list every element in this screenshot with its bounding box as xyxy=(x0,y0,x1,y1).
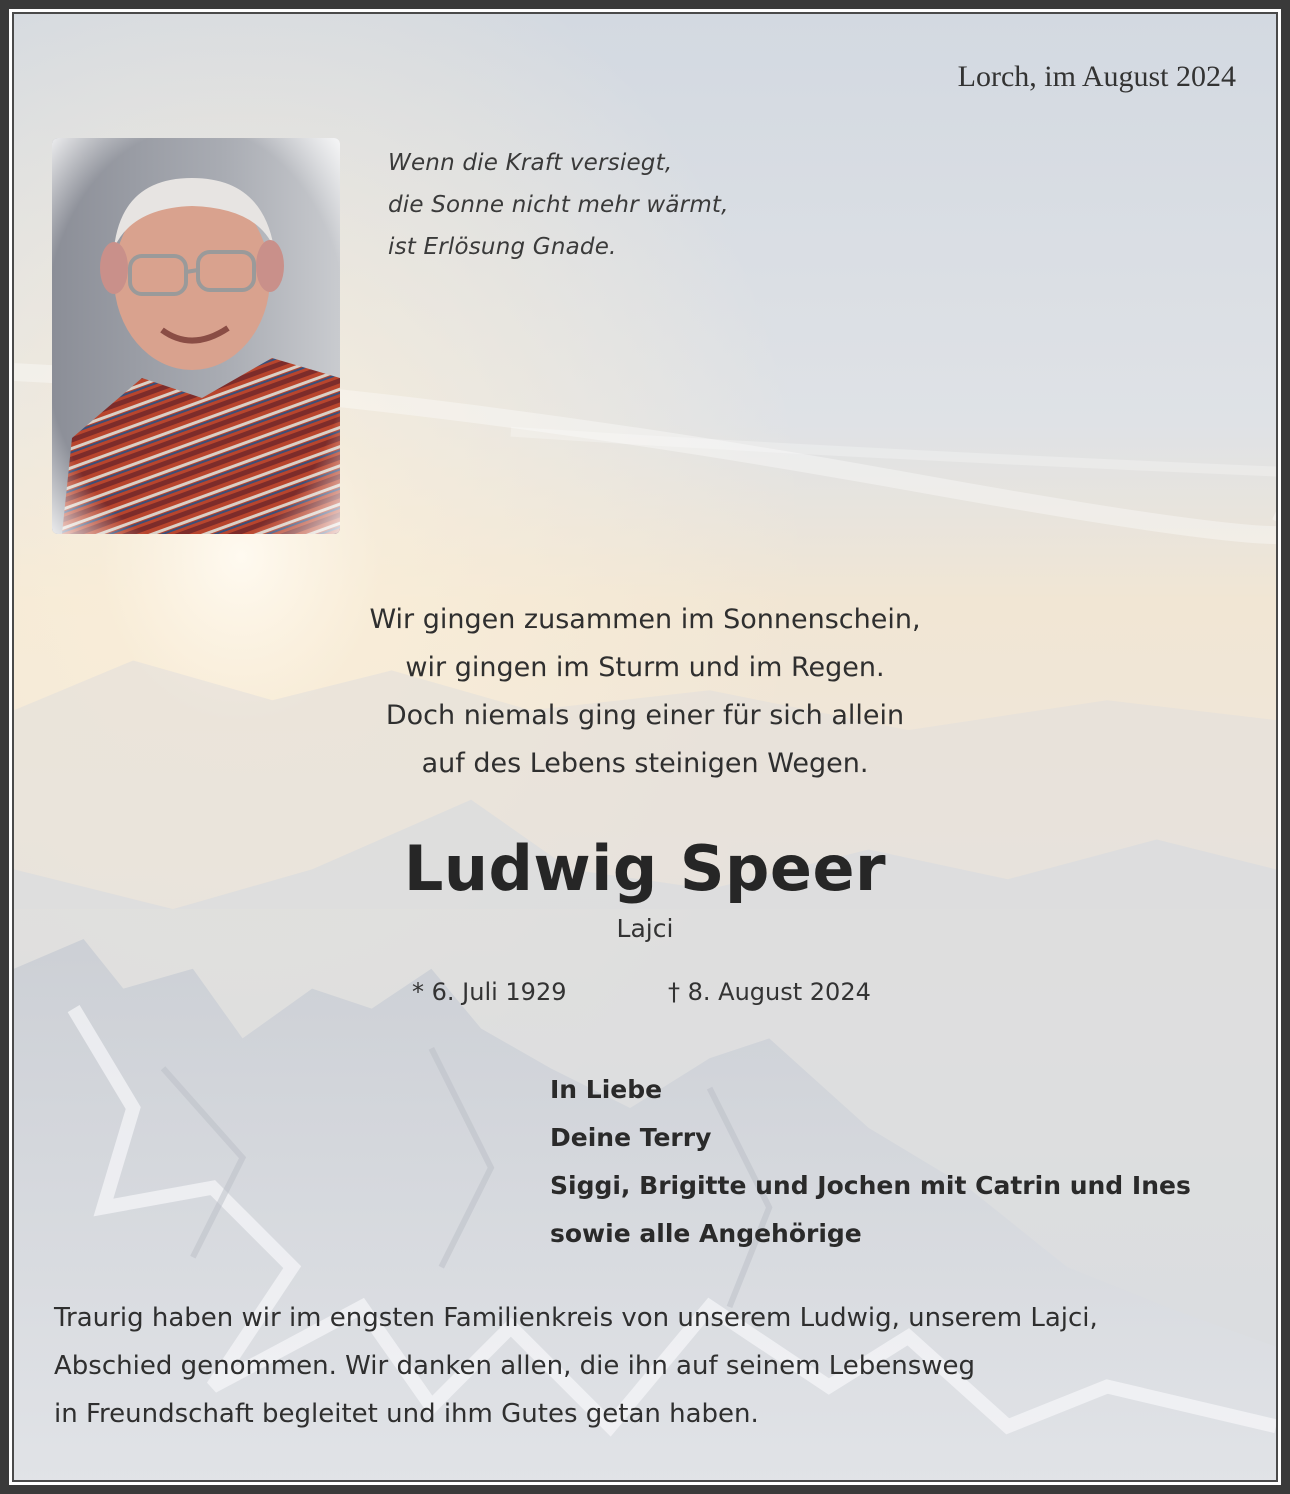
poem xyxy=(14,596,1276,788)
poem-line: auf des Lebens steinigen Wegen. xyxy=(421,748,869,779)
quote-line: Wenn die Kraft versiegt, xyxy=(388,150,673,176)
birth-date: * 6. Juli 1929 xyxy=(412,978,567,1006)
closing-line: Traurig haben wir im engsten Familienkreis von unserem Ludwig, unserem Lajci, xyxy=(54,1303,1098,1333)
quote-line: die Sonne nicht mehr wärmt, xyxy=(388,192,729,218)
deceased-name: Ludwig Speer xyxy=(403,832,887,905)
place-and-date: Lorch, im August 2024 xyxy=(957,60,1236,93)
poem-line: wir gingen im Sturm und im Regen. xyxy=(405,652,885,683)
signer-line: Deine Terry xyxy=(550,1123,712,1152)
obituary-frame xyxy=(12,12,1278,1482)
death-date: † 8. August 2024 xyxy=(668,978,871,1006)
deceased-nickname: Lajci xyxy=(616,914,674,943)
poem-line: Doch niemals ging einer für sich allein xyxy=(385,700,905,731)
signer-line: Siggi, Brigitte und Jochen mit Catrin und Ines xyxy=(550,1171,1191,1200)
closing-text xyxy=(54,1294,1098,1438)
signers xyxy=(550,1066,1191,1258)
closing-line: Abschied genommen. Wir danken allen, die ihn auf seinem Lebensweg xyxy=(54,1351,976,1381)
signer-line: In Liebe xyxy=(550,1075,663,1104)
portrait-photo xyxy=(52,138,340,534)
signer-line: sowie alle Angehörige xyxy=(550,1219,862,1248)
opening-quote xyxy=(388,142,729,268)
poem-line: Wir gingen zusammen im Sonnenschein, xyxy=(369,604,921,635)
quote-line: ist Erlösung Gnade. xyxy=(388,234,617,260)
closing-line: in Freundschaft begleitet und ihm Gutes getan haben. xyxy=(54,1399,759,1429)
